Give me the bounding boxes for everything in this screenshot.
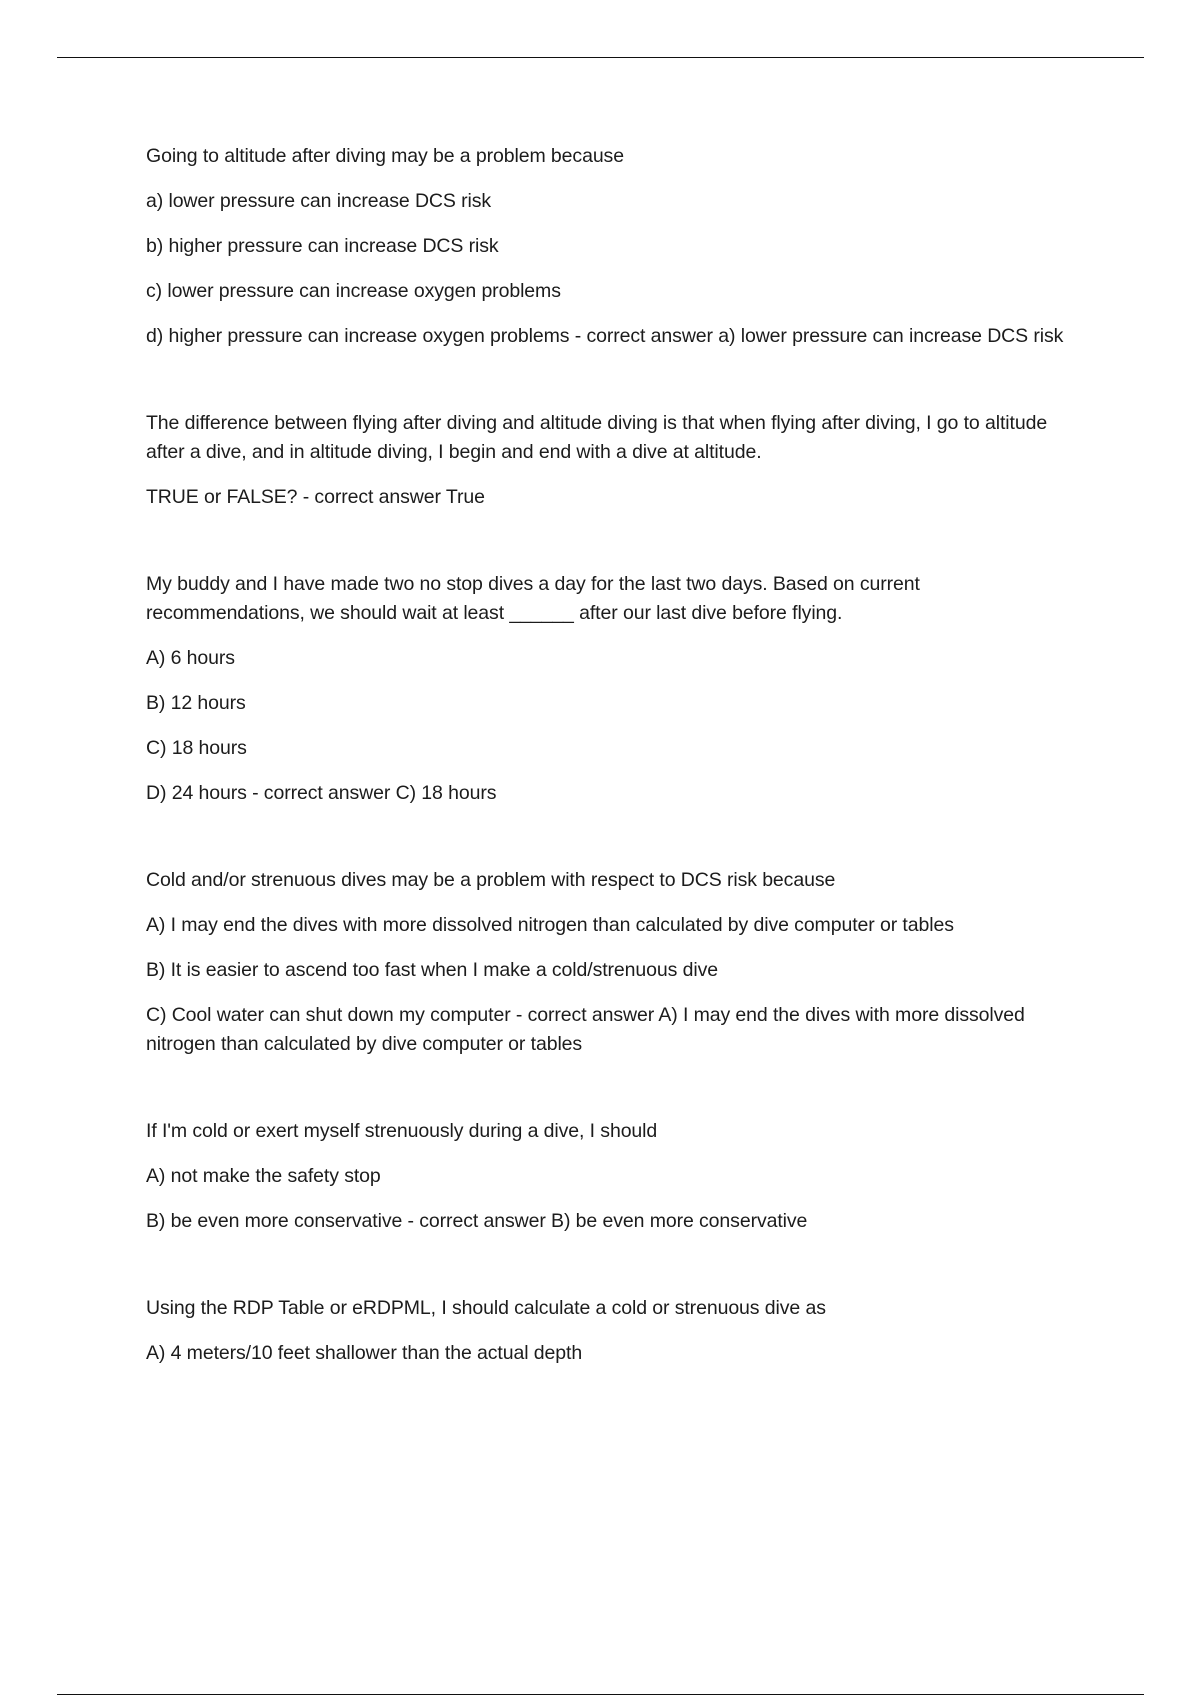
- answer-option: B) 12 hours: [146, 692, 246, 714]
- answer-option: A) not make the safety stop: [146, 1165, 381, 1187]
- question-text: Cold and/or strenuous dives may be a problem with respect to DCS risk because: [146, 869, 836, 891]
- question-block: [146, 142, 1076, 351]
- question-text: My buddy and I have made two no stop dives a day for the last two days. Based on current recommendations, we should wait at least ______ after our last dive before flying.: [146, 573, 920, 624]
- question-block: [146, 570, 1076, 808]
- question-text: Going to altitude after diving may be a problem because: [146, 145, 624, 167]
- answer-option-with-correct-answer: B) be even more conservative - correct answer B) be even more conservative: [146, 1210, 808, 1232]
- answer-option-with-correct-answer: TRUE or FALSE? - correct answer True: [146, 486, 485, 508]
- top-rule: [57, 57, 1144, 58]
- answer-option: b) higher pressure can increase DCS risk: [146, 235, 499, 257]
- spacer: [146, 1252, 1076, 1294]
- answer-option-with-correct-answer: C) Cool water can shut down my computer - correct answer A) I may end the dives with more dissolved nitrogen than calculated by dive computer or tables: [146, 1004, 1025, 1055]
- spacer: [146, 367, 1076, 409]
- question-text: If I'm cold or exert myself strenuously during a dive, I should: [146, 1120, 658, 1142]
- document-body: [146, 142, 1076, 1384]
- answer-option: A) I may end the dives with more dissolved nitrogen than calculated by dive computer or tables: [146, 914, 954, 936]
- question-block: [146, 1294, 1076, 1368]
- question-block: [146, 409, 1076, 512]
- answer-option: B) It is easier to ascend too fast when I make a cold/strenuous dive: [146, 959, 719, 981]
- answer-option: a) lower pressure can increase DCS risk: [146, 190, 492, 212]
- answer-option-with-correct-answer: d) higher pressure can increase oxygen problems - correct answer a) lower pressure can increase DCS risk: [146, 325, 1064, 347]
- spacer: [146, 528, 1076, 570]
- question-block: [146, 866, 1076, 1059]
- question-text: The difference between flying after diving and altitude diving is that when flying after diving, I go to altitude after a dive, and in altitude diving, I begin and end with a dive at altitude.: [146, 412, 1048, 463]
- question-text: Using the RDP Table or eRDPML, I should calculate a cold or strenuous dive as: [146, 1297, 826, 1319]
- question-block: [146, 1117, 1076, 1236]
- answer-option: A) 4 meters/10 feet shallower than the actual depth: [146, 1342, 583, 1364]
- answer-option: A) 6 hours: [146, 647, 235, 669]
- spacer: [146, 1075, 1076, 1117]
- answer-option-with-correct-answer: D) 24 hours - correct answer C) 18 hours: [146, 782, 497, 804]
- spacer: [146, 824, 1076, 866]
- answer-option: c) lower pressure can increase oxygen problems: [146, 280, 561, 302]
- answer-option: C) 18 hours: [146, 737, 247, 759]
- bottom-rule: [57, 1694, 1144, 1695]
